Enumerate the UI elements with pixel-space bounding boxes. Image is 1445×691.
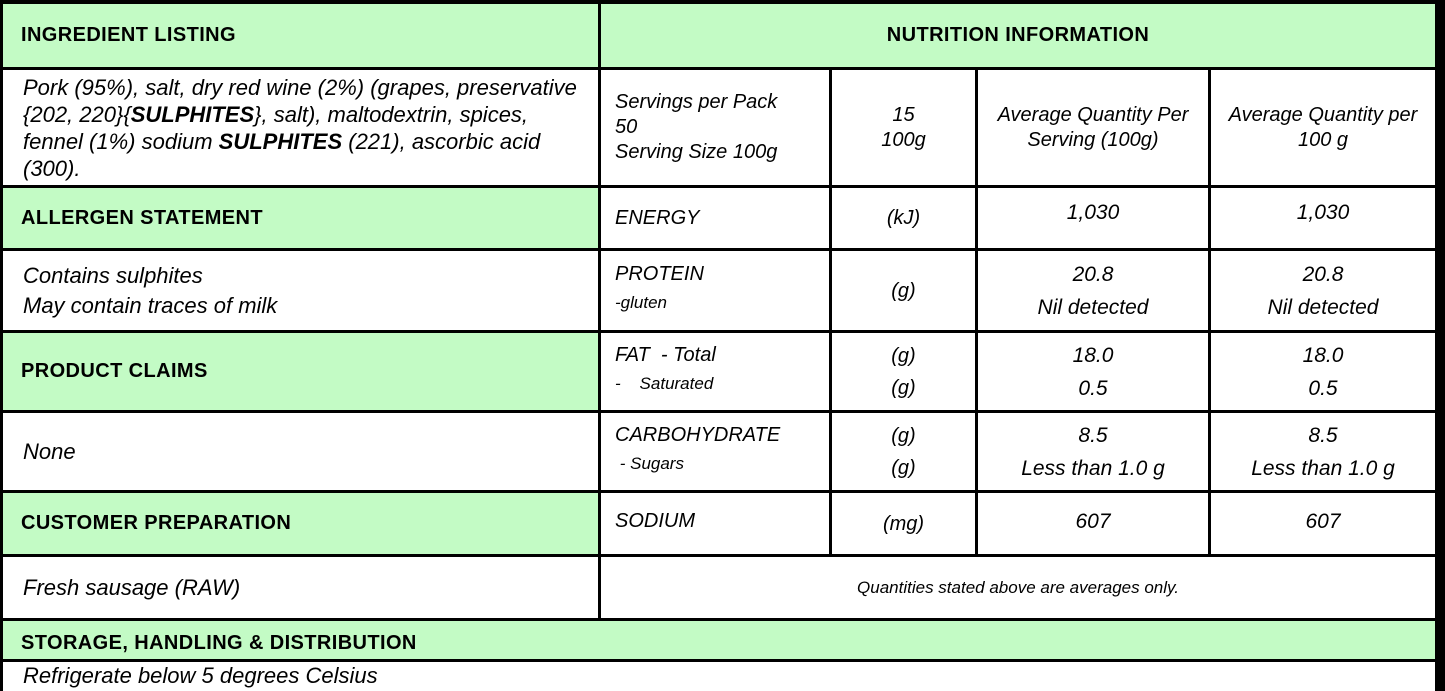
product-claims-header: PRODUCT CLAIMS	[3, 333, 601, 413]
ingredient-listing-header: INGREDIENT LISTING	[3, 4, 601, 70]
allergen-statement	[3, 251, 601, 333]
fat-per-serving	[978, 333, 1211, 413]
energy-per-100g-value: 1,030	[1296, 201, 1350, 224]
sodium-unit-text: (mg)	[882, 512, 925, 535]
allergen-line: Contains sulphites	[23, 263, 203, 288]
gluten-per-serving-value: Nil detected	[1037, 295, 1149, 319]
servings-per-pack-value: 15	[892, 103, 915, 126]
fat-unit	[832, 333, 978, 413]
customer-preparation-header: CUSTOMER PREPARATION	[3, 493, 601, 557]
col-header-per-serving-text: Average Quantity Per Serving (100g)	[997, 103, 1189, 151]
fat-saturated-label-text: - Saturated	[615, 374, 714, 393]
gluten-per-100g-value: Nil detected	[1267, 295, 1379, 319]
col-header-per-serving	[978, 70, 1211, 188]
carbohydrate-unit-text: (g)	[891, 424, 916, 447]
col-header-per-100g-text: Average Quantity per 100 g	[1228, 103, 1418, 151]
ingredients-text-2: }, salt), maltodextrin, spices, fennel (1%) sodium	[23, 101, 529, 154]
sodium-unit	[832, 493, 978, 557]
servings-per-pack-extra: 50	[615, 116, 638, 138]
carbohydrate-unit	[832, 413, 978, 493]
ingredients-sulphites-1: SULPHITES	[130, 101, 255, 127]
nutrition-footnote-text: Quantities stated above are averages only.	[857, 578, 1179, 597]
sodium-per-serving	[978, 493, 1211, 557]
protein-unit	[832, 251, 978, 333]
nutrition-information-header: NUTRITION INFORMATION	[601, 4, 1438, 70]
sodium-per-100g	[1211, 493, 1438, 557]
carbohydrate-label	[601, 413, 832, 493]
protein-label	[601, 251, 832, 333]
ingredient-listing	[3, 70, 601, 188]
fat-label	[601, 333, 832, 413]
storage-handling	[3, 662, 1438, 691]
energy-per-serving	[978, 188, 1211, 251]
energy-label-text: ENERGY	[615, 206, 700, 229]
servings-label	[601, 70, 832, 188]
protein-per-serving	[978, 251, 1211, 333]
energy-unit	[832, 188, 978, 251]
carbohydrate-per-serving	[978, 413, 1211, 493]
gluten-label-text: -gluten	[615, 293, 667, 312]
fat-total-unit-text: (g)	[891, 344, 916, 367]
fat-saturated-unit-text: (g)	[891, 376, 916, 399]
allergen-line: May contain traces of milk	[23, 293, 278, 318]
carbohydrate-per-100g-value: 8.5	[1308, 423, 1338, 447]
allergen-statement-header: ALLERGEN STATEMENT	[3, 188, 601, 251]
ingredients-text-3: (221), ascorbic acid (300).	[23, 128, 541, 181]
nutrition-footnote	[601, 557, 1438, 621]
product-claims-value: None	[23, 439, 76, 464]
carbohydrate-per-serving-value: 8.5	[1078, 423, 1108, 447]
sodium-per-serving-value: 607	[1075, 510, 1111, 533]
energy-label	[601, 188, 832, 251]
ingredients-sulphites-2: SULPHITES	[218, 128, 343, 154]
protein-unit-text: (g)	[891, 279, 916, 302]
sugars-per-100g-value: Less than 1.0 g	[1251, 456, 1395, 480]
protein-label-text: PROTEIN	[615, 263, 704, 285]
customer-preparation	[3, 557, 601, 621]
product-claims	[3, 413, 601, 493]
sodium-label	[601, 493, 832, 557]
fat-per-100g	[1211, 333, 1438, 413]
carbohydrate-label-text: CARBOHYDRATE	[615, 424, 781, 446]
fat-total-per-100g-value: 18.0	[1302, 343, 1344, 367]
col-header-per-100g	[1211, 70, 1438, 188]
fat-saturated-per-100g-value: 0.5	[1308, 376, 1338, 400]
fat-saturated-per-serving-value: 0.5	[1078, 376, 1108, 400]
protein-per-100g	[1211, 251, 1438, 333]
servings-per-pack-label: Servings per Pack	[615, 91, 778, 113]
fat-total-per-serving-value: 18.0	[1072, 343, 1114, 367]
fat-total-label-text: FAT - Total	[615, 344, 716, 366]
serving-size-value: 100g	[881, 128, 926, 151]
serving-size-label: Serving Size 100g	[615, 141, 778, 163]
storage-value: Refrigerate below 5 degrees Celsius	[23, 663, 378, 688]
storage-header: STORAGE, HANDLING & DISTRIBUTION	[3, 621, 1438, 662]
energy-per-100g	[1211, 188, 1438, 251]
sodium-per-100g-value: 607	[1305, 510, 1341, 533]
protein-per-100g-value: 20.8	[1302, 262, 1344, 286]
energy-unit-text: (kJ)	[886, 207, 921, 229]
sugars-per-serving-value: Less than 1.0 g	[1021, 456, 1165, 480]
sugars-label-text: - Sugars	[615, 454, 684, 473]
protein-per-serving-value: 20.8	[1072, 262, 1114, 286]
sugars-unit-text: (g)	[891, 456, 916, 479]
right-border	[1438, 0, 1445, 691]
sodium-label-text: SODIUM	[615, 510, 695, 532]
customer-preparation-value: Fresh sausage (RAW)	[23, 575, 241, 600]
carbohydrate-per-100g	[1211, 413, 1438, 493]
ingredients-text-1: Pork (95%), salt, dry red wine (2%) (grapes, preservative {202, 220}{	[23, 74, 577, 127]
servings-value	[832, 70, 978, 188]
energy-per-serving-value: 1,030	[1066, 201, 1120, 224]
